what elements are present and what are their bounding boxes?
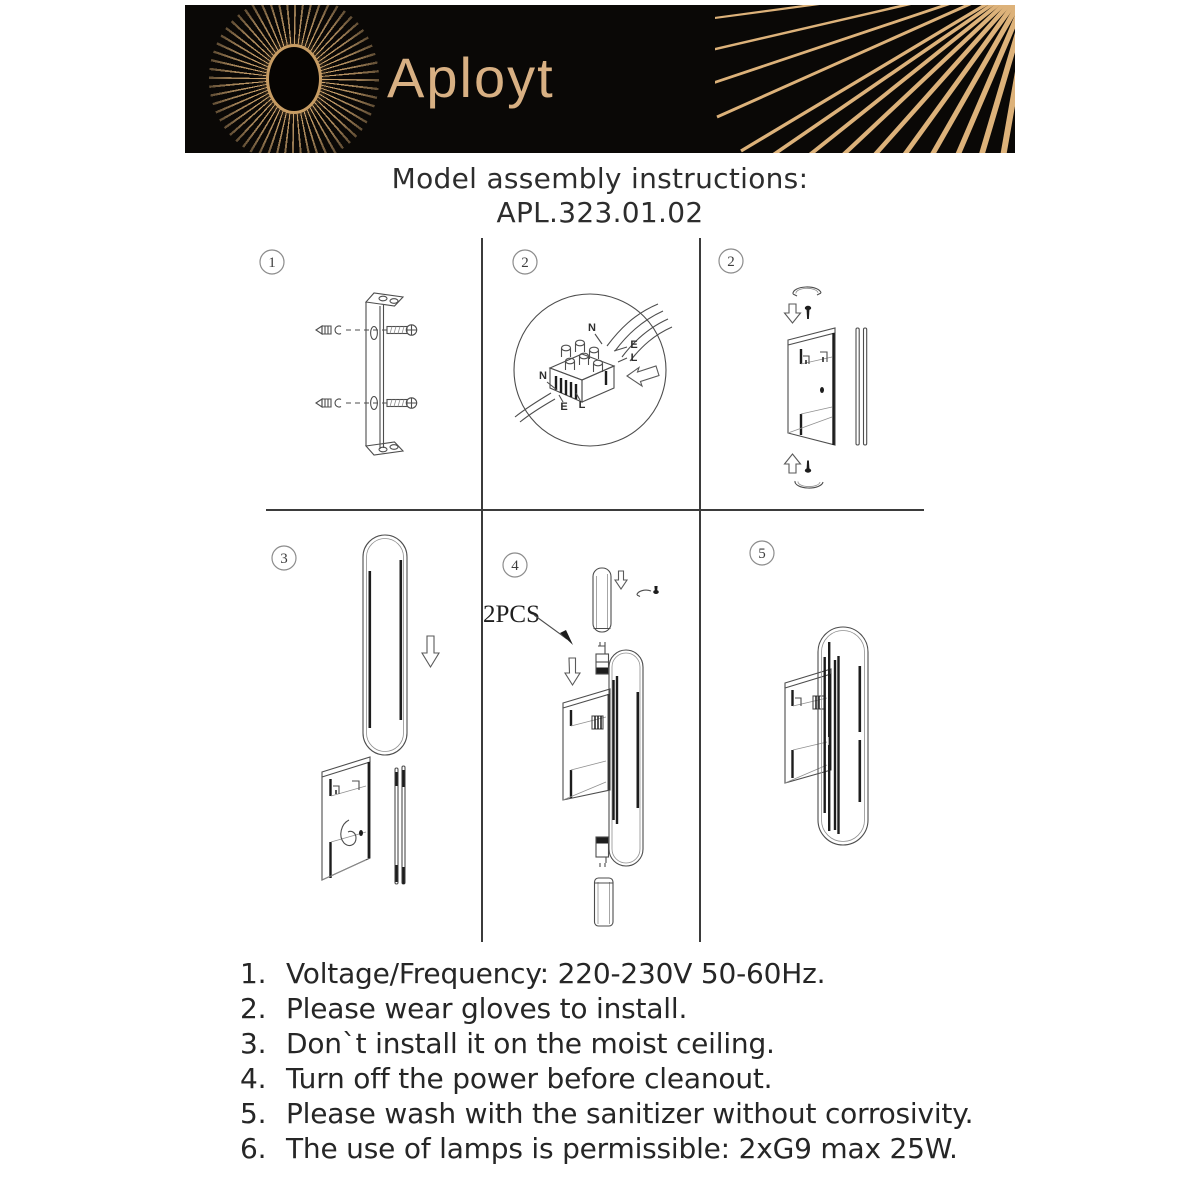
up-arrow-icon xyxy=(785,454,801,473)
step-2b-number-badge xyxy=(719,249,743,273)
svg-text:4: 4 xyxy=(511,558,519,574)
screw-top xyxy=(805,306,811,319)
instruction-number: 2. xyxy=(240,992,267,1025)
small-down-arrow-icon xyxy=(615,571,627,589)
screw-bottom xyxy=(805,461,811,473)
corner-rays-icon xyxy=(715,5,1015,153)
instruction-text: Please wear gloves to install. xyxy=(286,992,688,1025)
down-arrow-icon xyxy=(422,636,439,667)
instruction-text: Please wash with the sanitizer without corrosivity. xyxy=(286,1097,974,1130)
down-arrow-icon xyxy=(785,304,801,323)
label-n-bottom: N xyxy=(539,370,547,382)
instruction-text: Voltage/Frequency: 220-230V 50-60Hz. xyxy=(286,957,826,990)
wall-backplate xyxy=(322,757,370,880)
glass-tube-top xyxy=(593,568,611,632)
label-l-bottom: L xyxy=(578,399,586,411)
down-arrow-icon xyxy=(565,658,580,685)
panel-dividers xyxy=(266,238,924,942)
step-4-panel xyxy=(483,553,659,926)
lamp-ring xyxy=(363,535,407,755)
step-5-panel xyxy=(750,541,868,845)
retainer-clip-bottom xyxy=(795,481,823,488)
terminal-block xyxy=(550,340,614,402)
instruction-text: The use of lamps is permissible: 2xG9 max 25W. xyxy=(286,1132,958,1165)
step-1-number-badge xyxy=(260,250,284,274)
instruction-item xyxy=(240,1131,973,1166)
svg-text:3: 3 xyxy=(280,551,288,567)
glass-tube-bottom xyxy=(595,878,614,926)
svg-text:5: 5 xyxy=(758,546,766,562)
label-n-top: N xyxy=(588,322,596,334)
glass-tube-side xyxy=(395,766,405,884)
wall-backplate xyxy=(563,689,610,800)
instruction-item xyxy=(240,1026,973,1061)
brand-banner xyxy=(185,5,1015,153)
quantity-note: 2PCS xyxy=(483,601,540,628)
small-clip-part xyxy=(637,586,659,597)
sunburst-logo-icon xyxy=(209,5,379,153)
step-4-number-badge xyxy=(503,553,527,577)
svg-text:2: 2 xyxy=(727,254,735,270)
instruction-number: 3. xyxy=(240,1027,267,1060)
instruction-item xyxy=(240,956,973,991)
retainer-clip-top xyxy=(793,287,821,296)
step-5-number-badge xyxy=(750,541,774,565)
label-l-top: L xyxy=(630,352,638,364)
step-2-mounting-panel xyxy=(719,249,867,488)
front-tube-edge xyxy=(614,676,618,824)
instruction-text: Don`t install it on the moist ceiling. xyxy=(286,1027,775,1060)
instruction-item xyxy=(240,1061,973,1096)
instruction-number: 6. xyxy=(240,1132,267,1165)
lamp-ring xyxy=(818,627,868,845)
wall-backplate xyxy=(788,328,835,445)
instructions-list xyxy=(240,956,973,1166)
model-number: APL.323.01.02 xyxy=(496,196,704,229)
label-e-top: E xyxy=(630,339,638,351)
mounting-bracket xyxy=(366,293,403,455)
step-1-panel xyxy=(260,250,417,455)
step-2-wiring-panel xyxy=(513,250,672,446)
glass-tube-side xyxy=(856,328,867,445)
g9-socket-top xyxy=(596,642,609,674)
step-3-panel xyxy=(272,535,439,884)
page-title: Model assembly instructions: xyxy=(391,162,809,195)
step-3-number-badge xyxy=(272,546,296,570)
instruction-item xyxy=(240,991,973,1026)
insert-direction-arrow xyxy=(627,366,659,386)
instruction-number: 4. xyxy=(240,1062,267,1095)
instruction-number: 1. xyxy=(240,957,267,990)
assembly-diagram xyxy=(230,230,970,950)
instruction-item xyxy=(240,1096,973,1131)
svg-text:1: 1 xyxy=(268,255,276,271)
front-tube-edge xyxy=(835,656,839,834)
leader-arrowhead-icon xyxy=(560,630,573,645)
brand-name: Aployt xyxy=(387,46,555,109)
title-block xyxy=(0,162,1200,230)
svg-text:2: 2 xyxy=(521,255,529,271)
instruction-number: 5. xyxy=(240,1097,267,1130)
label-e-bottom: E xyxy=(560,401,568,413)
instruction-text: Turn off the power before cleanout. xyxy=(286,1062,773,1095)
g9-socket-bottom xyxy=(596,837,609,867)
step-2-number-badge xyxy=(513,250,537,274)
